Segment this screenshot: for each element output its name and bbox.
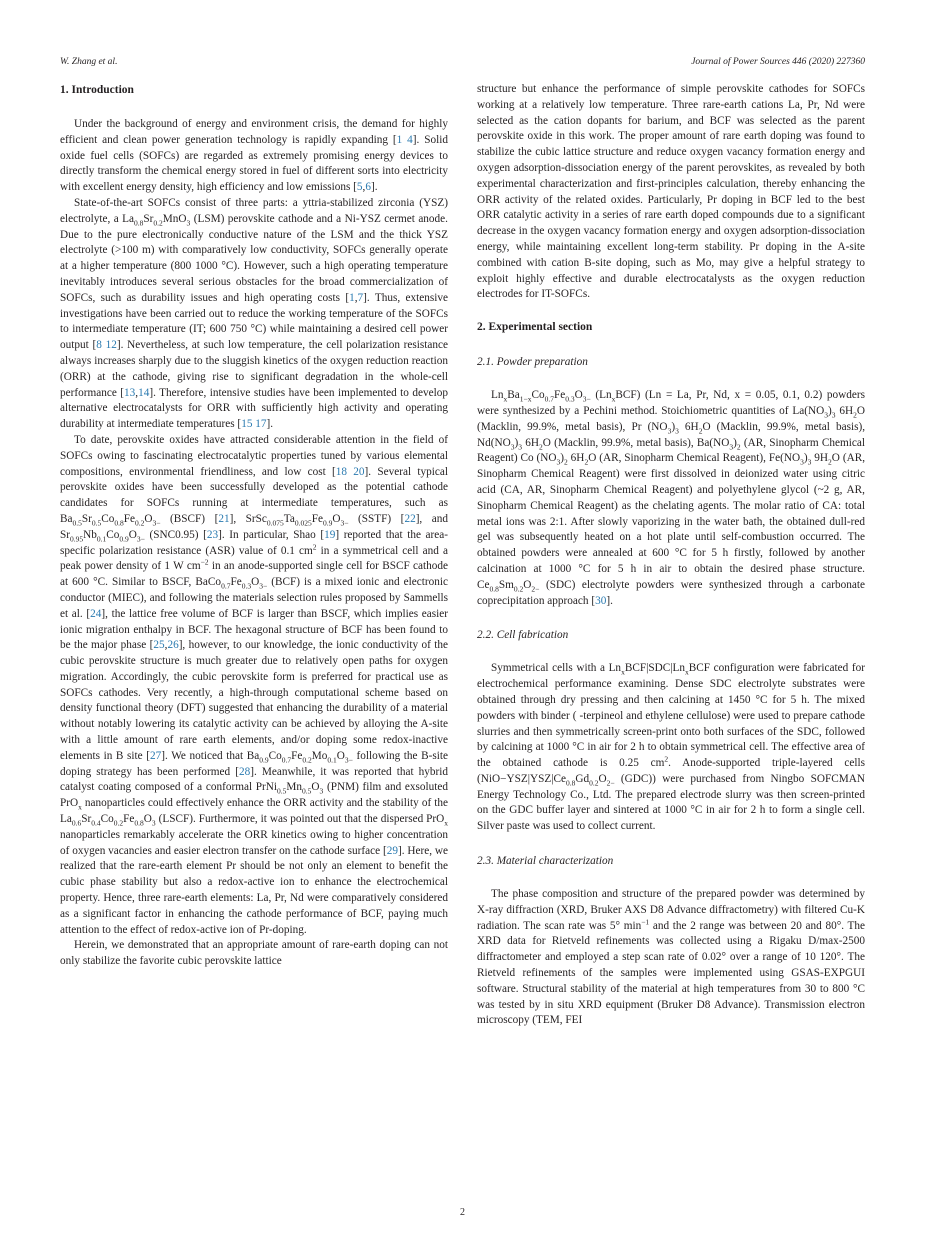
citation-link[interactable]: 22 xyxy=(404,512,416,525)
citation-link[interactable]: 13 xyxy=(124,386,136,399)
cell-fabrication-paragraph: Symmetrical cells with a $Ln_xBCF|SDC|Ln_xBCF$ configuration were fabricated for electrochemical performance examining. Dense SDC electrolyte substrates were obtained through dry pressing and then calcining at 1450 °C for 5 h. The mixed powders with binder ( -terpineol and ethylene cellulose) were used to prepare cathode slurries and then symmetrically screen-print onto both surfaces of the SDC, followed by calcining at 1000 °C in air for 2 h to obtain symmetrical cell. The effective area of the obtained cathode is 0.25 $cm^2$. Anode-supported triple-layered cells ($NiO-YSZ|YSZ|Ce_{0.8}Gd_{0.2}O_{2-}$ (GDC)) were purchased from Ningbo SOFCMAN Energy Technology Co., Ltd. The prepared electrode slurry was then screen-printed on the GDC buffer layer and sintered at 1000 °C in air for 2 h to form a single cell. Silver paste was used to collect current. xyxy=(477,662,865,833)
citation-link[interactable]: 24 xyxy=(90,607,102,620)
section-heading-introduction: 1. Introduction xyxy=(60,84,134,96)
citation-link[interactable]: 27 xyxy=(150,749,162,762)
subsection-heading-material-characterization: 2.3. Material characterization xyxy=(477,855,614,868)
right-column xyxy=(477,82,865,1029)
citation-link[interactable]: 12 xyxy=(105,339,117,352)
citation-link[interactable]: 1 xyxy=(349,291,355,304)
section-heading-experimental: 2. Experimental section xyxy=(477,321,593,334)
material-characterization-paragraph: The phase composition and structure of the prepared powder was determined by X-ray diffraction (XRD, Bruker AXS D8 Advance diffractometry) with filtered Cu-K radiation. The scan rate was 5° $\min^{-1}$ and the 2 range was between 20 and 80°. The XRD data for Rietveld refinements was collected using a Rigaku D/max-2500 diffractometer and employed a step scan rate of 0.02° over a range of 10 120°. The Rietveld refinements of the samples were implemented using GSAS-EXPGUI software. Structural stability of the material at high temperatures from 30 to 800 °C was tested by in situ XRD equipment (Bruker D8 Advance). Transmission electron microscopy (TEM, FEI xyxy=(477,888,865,1027)
intro-paragraph-2: State-of-the-art SOFCs consist of three parts: a yttria-stabilized zirconia (YSZ) electrolyte, a $La_{0.8}Sr_{0.2}MnO_3$ (LSM) perovskite cathode and a Ni-YSZ cermet anode. Due to the pure electronically conductive nature of the LSM and the thick YSZ electrolyte (>100 m) with comparatively low conductivity, SOFCs generally operate at a higher temperature (800 1000 °C). However, such a high operating temperature inevitably introduces several serious obstacles for the broad commercialization of SOFCs, such as durability issues and high operating costs [1,7]. Thus, extensive investigations have been carried out to reduce the working temperature of the SOFCs to intermediate temperature (IT; 600 750 °C) while maintaining a desired cell power output [8 12]. Nevertheless, at such low temperature, the cell polarization resistance always increases sharply due to the sluggish kinetics of the oxygen reduction reaction (ORR) at the cathode, giving rise to significant degradation in the whole-cell performance [13,14]. Therefore, intensive studies have been implemented to develop alternative electrocatalysts for ORR with sufficiently high activity and operating durability at intermediate temperatures [15 17]. xyxy=(60,196,449,431)
citation-link[interactable]: 25 xyxy=(153,639,165,652)
citation-link[interactable]: 15 xyxy=(241,418,253,431)
citation-link[interactable]: 8 xyxy=(96,339,102,352)
citation-link[interactable]: 28 xyxy=(238,765,251,778)
intro-paragraph-3: To date, perovskite oxides have attracted considerable attention in the field of SOFCs owing to fascinating electrocatalytic properties tuned by various elemental compositions, environmental friendliness, and low cost [18 20]. Several typical perovskite oxides have been successfully developed as the potential cathode candidates for SOFCs running at intermediate temperatures, such as $Ba_{0.5}Sr_{0.5}Co_{0.8}Fe_{0.2}O_{3-}$ (BSCF) [21], $SrSc_{0.075}Ta_{0.025}Fe_{0.9}O_{3-}$ (SSTF) [22], and $Sr_{0.95}Nb_{0.1}Co_{0.9}O_{3-}$ (SNC0.95) [23]. In particular, Shao [19] reported that the area-specific polarization resistance (ASR) value of 0.1 $cm^2$ in a symmetrical cell and a peak power density of 1 W $cm^{-2}$ in an anode-supported single cell for BSCF cathode at 600 °C. Similar to BSCF, $BaCo_{0.7}Fe_{0.3}O_{3-}$ (BCF) is a mixed ionic and electronic conductor (MIEC), and following the materials selection rules proposed by Sammells et al. [24], the lattice free volume of BCF is larger than BSCF, which implies easier ionic migration enthalpy in BCF. The hexagonal structure of BCF has been found to be the major phase [25,26], however, to our knowledge, the ionic conductivity of the cubic perovskite structure is much greater due to relatively open paths for oxygen migration. Accordingly, the cubic perovskite form is preferred for practical use as SOFCs cathodes. Very recently, a high-through computational scheme based on density functional theory (DFT) suggested that enhancing the durability of a material without notably lowering its catalytic activity can be achieved by alloying the A-site with a little amount of rare earth elements, and/or doping some redox-inactive elements in B site [27]. We noticed that $Ba_{0.9}Co_{0.7}Fe_{0.2}Mo_{0.1}O_{3-}$ following the B-site doping strategy has been performed [28]. Meanwhile, it was reported that hybrid catalyst coating composed of a conformal $PrNi_{0.5}Mn_{0.5}O_3$ (PNM) film and exsoluted PrO$_x$ nanoparticles could effectively enhance the ORR activity and the stability of the $La_{0.6}Sr_{0.4}Co_{0.2}Fe_{0.8}O_3$ (LSCF). Furthermore, it was pointed out that the dispersed PrO$_x$ nanoparticles remarkably accelerate the ORR kinetics owing to higher concentration of oxygen vacancies and easier electron transfer on the cathode surface [29]. Here, we realized that the rare-earth element Pr should be not only an element to benefit the cubic phase stability but also a redox-active ion to enhance the electrochemical property. Hence, three rare-earth elements: La, Pr, Nd were comparatively considered as a significant factor in enhancing the cathode performance of BCF, paying much attention to the effect of redox-active ion of Pr-doping. xyxy=(60,433,449,936)
citation-link[interactable]: 19 xyxy=(324,528,336,541)
citation-link[interactable]: 7 xyxy=(357,291,364,304)
citation-link[interactable]: 14 xyxy=(138,386,150,399)
intro-paragraph-1: Under the background of energy and environment crisis, the demand for highly efficient and clean power generation technology is rapidly expanding [1 4]. Solid oxide fuel cells (SOFCs) are regarded as extremely promising energy devices to directly transform the chemical energy stored in fuel of different sorts into electricity with excellent energy density, high efficiency and low emissions [5,6]. xyxy=(60,118,448,194)
citation-link[interactable]: 23 xyxy=(206,528,219,541)
intro-paragraph-4-continued: structure but enhance the performance of simple perovskite cathodes for SOFCs working at a relatively low temperature. Three rare-earth cations La, Pr, Nd were selected as the cation dopants for barium, and BCF was selected as the parent perovskite oxide in this work. The proper amount of rare earth doping was found to stabilize the cubic lattice structure and reduce oxygen vacancy formation energy and oxygen adsorption-dissociation energy of the parent perovskites, as revealed by both experimental characterization and first-principles calculation, thereby enhancing the ORR activity of the related oxides. Particularly, Pr doping in BCF led to the best ORR catalytic activity in a series of rare earth doped compounds due to a significant decrease in the oxygen vacancy formation energy and oxygen adsorption-dissociation energy, while maintaining excellent long-term stability. Pr doping in the A-site combined with cation B-site doping, such as Mo, may give a helpful strategy to exploit highly effective and durable electrocatalysts as the oxygen reduction electrodes for IT-SOFCs. xyxy=(477,83,865,301)
citation-link[interactable]: 6 xyxy=(365,181,371,194)
page-number: 2 xyxy=(460,1207,465,1218)
citation-link[interactable]: 18 xyxy=(335,465,347,478)
citation-link[interactable]: 30 xyxy=(595,594,607,607)
citation-link[interactable]: 5 xyxy=(356,181,363,194)
citation-link[interactable]: 21 xyxy=(218,512,230,525)
left-column xyxy=(60,82,448,970)
citation-link[interactable]: 20 xyxy=(353,465,365,478)
citation-link[interactable]: 17 xyxy=(255,418,267,431)
citation-link[interactable]: 4 xyxy=(407,133,413,146)
citation-link[interactable]: 29 xyxy=(386,844,398,857)
powder-preparation-paragraph: $Ln_xBa_{1-x}Co_{0.7}Fe_{0.3}O_{3-}$ $(Ln_xBCF) (Ln = La$, Pr, Nd, x = 0.05, 0.1, 0.2) powders were synthesized by a Pechini method. Stoichiometric quantities of $La(NO_3)_3$ $6H_2O$ (Macklin, 99.9%, metal basis), Pr $(NO_3)_3$ $6H_2O$ (Macklin, 99.9%, metal basis), $Nd(NO_3)_3$ $6H_2O$ (Macklin, 99.9%, metal basis), $Ba(NO_3)_2$ (AR, Sinopharm Chemical Reagent) Co $(NO_3)_2$ $6H_2O$ (AR, Sinopharm Chemical Reagent), $Fe(NO_3)_3$ $9H_2O$ (AR, Sinopharm Chemical Reagent) were first dissolved in deionized water using citric acid (CA, AR, Sinopharm Chemical Reagent) and polyethylene glycol (~2 g, AR, Sinopharm Chemical Reagent) as the chelating agents. The molar ratio of CA: total metal ions was 2:1. After slowly vaporizing in the water bath, the obtained dull-red gel was subsequently heated on a hot plate until self-combustion occurred. The obtained powders were annealed at 600 °C for 5 h firstly, followed by another calcination at 1000 °C for 5 h in air to obtain the desired phase structure. $Ce_{0.8}Sm_{0.2}O_{2-}$ (SDC) electrolyte powders were synthesized through a carbonate coprecipitation approach [30]. xyxy=(477,389,866,607)
subsection-heading-powder-preparation: 2.1. Powder preparation xyxy=(477,356,588,369)
running-header-journal: Journal of Power Sources 446 (2020) 227360 xyxy=(691,57,865,67)
citation-link[interactable]: 1 xyxy=(396,133,403,146)
running-header-authors: W. Zhang et al. xyxy=(60,57,118,67)
citation-link[interactable]: 26 xyxy=(167,639,179,652)
intro-paragraph-4: Herein, we demonstrated that an appropriate amount of rare-earth doping can not only stabilize the favorite cubic perovskite lattice xyxy=(60,939,448,968)
subsection-heading-cell-fabrication: 2.2. Cell fabrication xyxy=(477,629,569,642)
